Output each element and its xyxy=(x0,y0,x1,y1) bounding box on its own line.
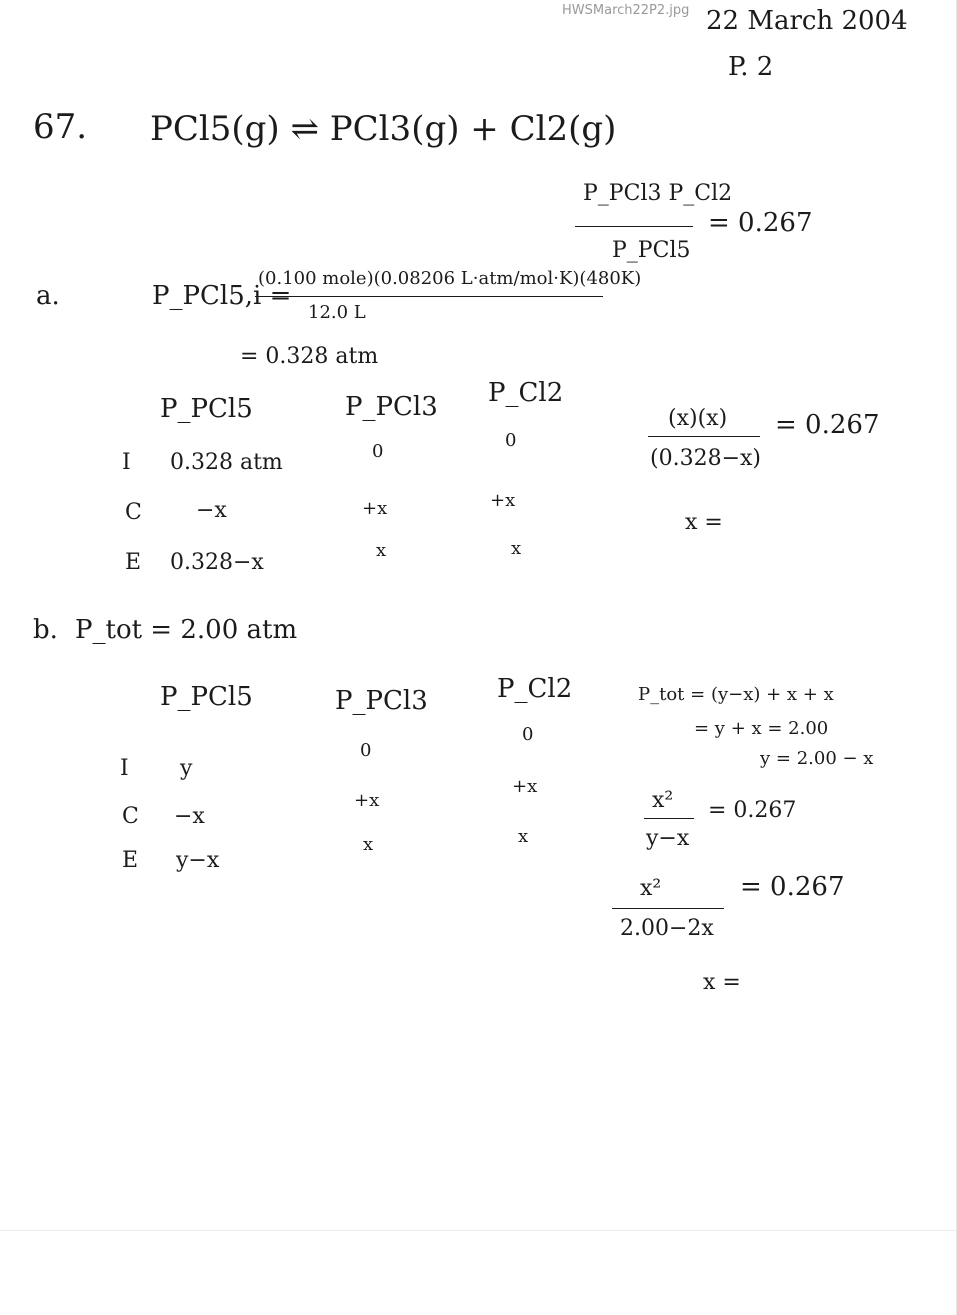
part-a-row-i-cl2: 0 xyxy=(505,430,517,451)
part-b-eq1-numerator: x² xyxy=(652,788,674,813)
part-b-row-c-pcl5: −x xyxy=(174,804,205,829)
page-number: P. 2 xyxy=(728,52,774,82)
part-b-row-e-pcl5: y−x xyxy=(176,848,220,873)
part-a-header-pcl5: P_PCl5 xyxy=(160,394,253,424)
part-a-solve: x = xyxy=(685,510,723,535)
part-b-work-line2: = y + x = 2.00 xyxy=(694,718,829,739)
filename-stamp: HWSMarch22P2.jpg xyxy=(562,3,690,18)
part-b-row-c-pcl3: +x xyxy=(354,790,380,811)
part-a-row-i-pcl5: 0.328 atm xyxy=(170,450,283,475)
reaction-equation: PCl5(g) ⇌ PCl3(g) + Cl2(g) xyxy=(150,109,617,149)
part-a-header-cl2: P_Cl2 xyxy=(488,378,564,408)
part-b-row-i-pcl5: y xyxy=(180,756,193,781)
part-b-ptot: P_tot = 2.00 atm xyxy=(75,615,298,645)
part-a-initial-fraction-bar xyxy=(255,296,603,297)
part-a-row-c-label: C xyxy=(125,500,142,525)
date: 22 March 2004 xyxy=(706,6,908,36)
part-b-row-c-label: C xyxy=(122,804,139,829)
part-b-header-cl2: P_Cl2 xyxy=(497,674,573,704)
page-bottom-edge xyxy=(0,1230,956,1231)
part-a-row-e-label: E xyxy=(125,550,142,575)
part-b-work-line3: y = 2.00 − x xyxy=(760,748,874,769)
part-a-initial-lhs: P_PCl5,i = xyxy=(152,281,292,311)
part-b-header-pcl3: P_PCl3 xyxy=(335,686,428,716)
part-b-eq1-value: = 0.267 xyxy=(708,798,797,823)
part-a-row-e-pcl5: 0.328−x xyxy=(170,550,264,575)
keq-numerator: P_PCl3 P_Cl2 xyxy=(583,181,733,206)
part-b-row-c-cl2: +x xyxy=(512,776,538,797)
part-a-row-i-label: I xyxy=(122,450,131,475)
keq-denominator: P_PCl5 xyxy=(612,238,691,263)
part-b-row-e-cl2: x xyxy=(518,826,529,847)
part-a-eq-fraction-bar xyxy=(648,436,760,437)
part-a-row-i-pcl3: 0 xyxy=(372,441,384,462)
problem-number: 67. xyxy=(33,107,88,147)
part-b-header-pcl5: P_PCl5 xyxy=(160,682,253,712)
part-b-eq2-denominator: 2.00−2x xyxy=(620,916,714,941)
part-b-eq1-fraction-bar xyxy=(644,818,694,819)
part-a-eq-value: = 0.267 xyxy=(775,410,880,440)
part-b-eq2-value: = 0.267 xyxy=(740,872,845,902)
part-a-row-c-cl2: +x xyxy=(490,490,516,511)
part-a-eq-denominator: (0.328−x) xyxy=(650,446,761,471)
part-b-row-i-pcl3: 0 xyxy=(360,740,372,761)
part-a-label: a. xyxy=(36,281,60,311)
keq-value: = 0.267 xyxy=(708,208,813,238)
part-a-row-e-pcl3: x xyxy=(376,540,387,561)
part-a-eq-numerator: (x)(x) xyxy=(668,406,728,431)
part-b-eq2-fraction-bar xyxy=(612,908,724,909)
part-a-row-c-pcl5: −x xyxy=(196,498,227,523)
part-b-row-i-cl2: 0 xyxy=(522,724,534,745)
keq-fraction-bar xyxy=(575,226,693,227)
part-b-label: b. xyxy=(33,615,58,645)
part-b-row-i-label: I xyxy=(120,756,129,781)
part-b-row-e-label: E xyxy=(122,848,139,873)
part-a-row-c-pcl3: +x xyxy=(362,498,388,519)
part-a-initial-result: = 0.328 atm xyxy=(240,344,379,369)
part-b-row-e-pcl3: x xyxy=(363,834,374,855)
part-b-eq1-denominator: y−x xyxy=(646,826,690,851)
part-b-work-line1: P_tot = (y−x) + x + x xyxy=(638,684,834,705)
part-a-row-e-cl2: x xyxy=(511,538,522,559)
part-a-initial-denominator: 12.0 L xyxy=(308,302,366,323)
part-b-solve: x = xyxy=(703,970,741,995)
part-a-header-pcl3: P_PCl3 xyxy=(345,392,438,422)
part-b-eq2-numerator: x² xyxy=(640,876,662,901)
part-a-initial-numerator: (0.100 mole)(0.08206 L·atm/mol·K)(480K) xyxy=(258,268,642,289)
